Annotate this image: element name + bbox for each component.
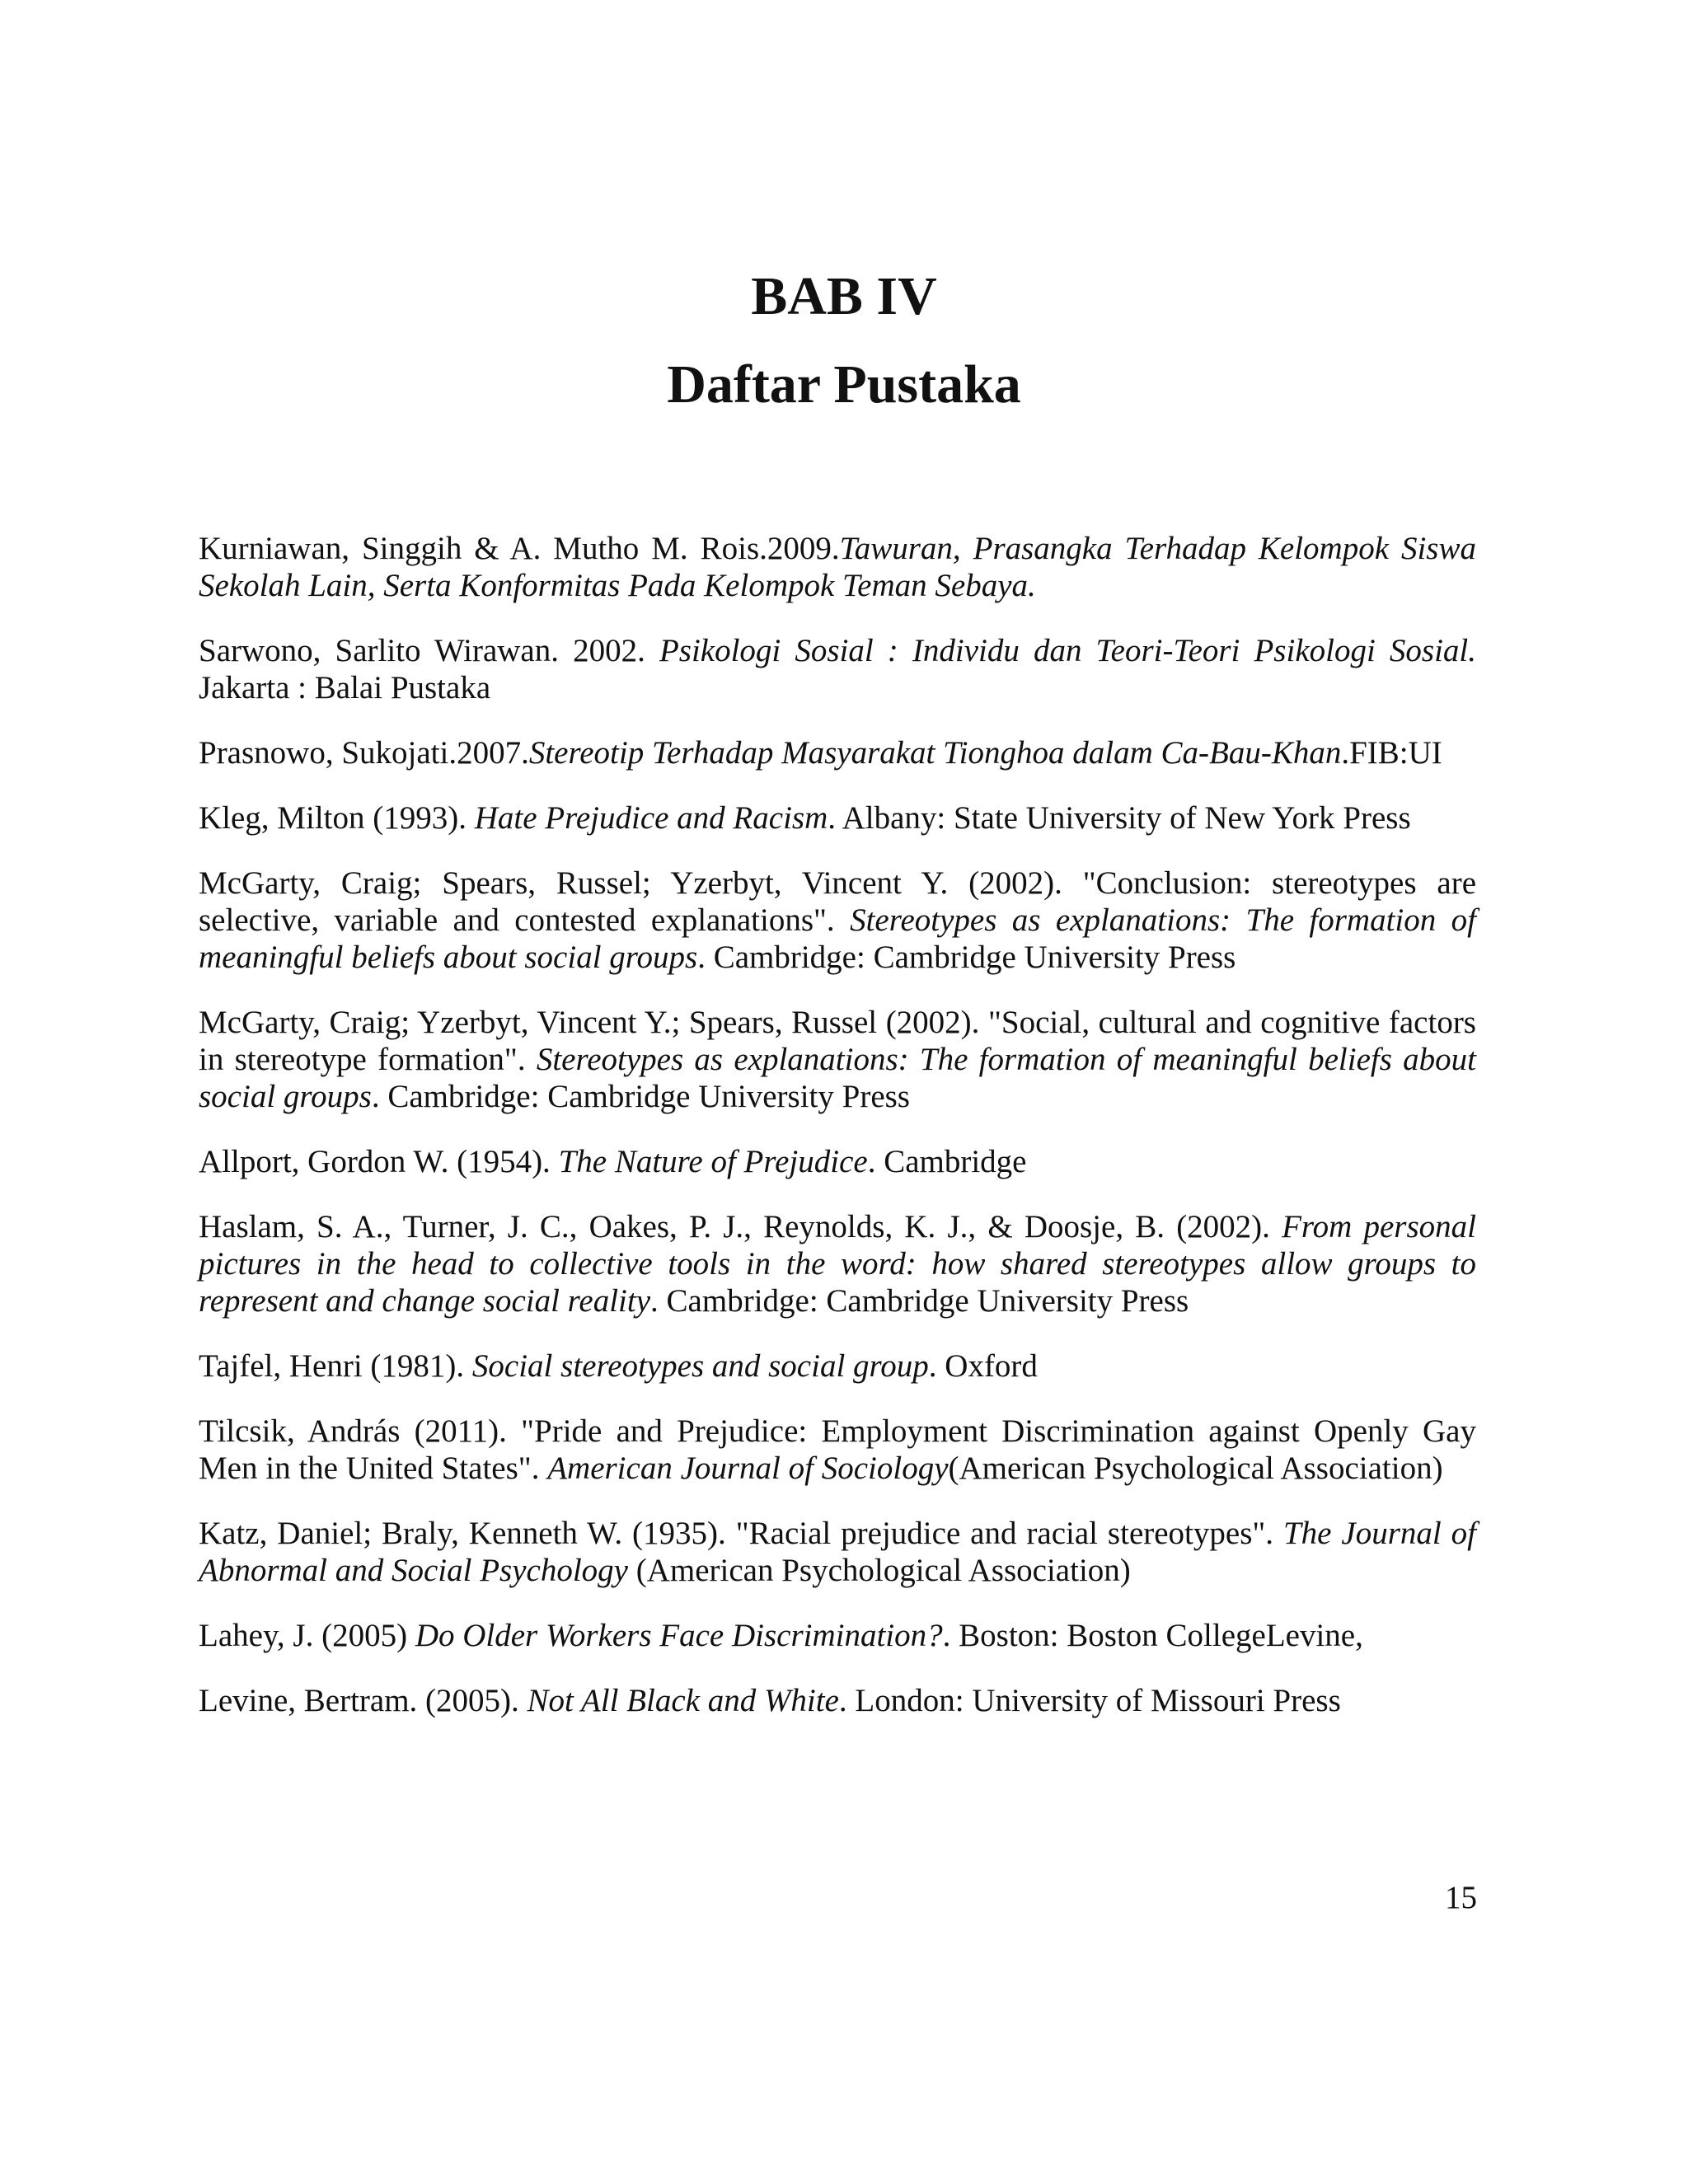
- reference-title: Stereotypes as explanations: The formation of meaningful beliefs about social groups: [199, 1042, 1477, 1114]
- reference-item: [199, 632, 1476, 706]
- reference-title: Stereotip Terhadap Masyarakat Tionghoa dalam Ca-Bau-Khan: [528, 735, 1342, 771]
- reference-text: Katz, Daniel; Braly, Kenneth W. (1935). "Racial prejudice and racial stereotypes".: [199, 1516, 1283, 1551]
- page-number: 15: [1445, 1880, 1477, 1915]
- reference-item: [199, 734, 1476, 771]
- reference-publisher: . Albany: State University of New York Press: [828, 800, 1411, 836]
- reference-text: Haslam, S. A., Turner, J. C., Oakes, P. J., Reynolds, K. J., & Doosje, B. (2002).: [199, 1209, 1282, 1244]
- reference-text: McGarty, Craig; Spears, Russel; Yzerbyt, Vincent Y. (2002). "Conclusion: stereotypes are selective, variable and contested explanations".: [199, 865, 1476, 938]
- reference-item: [199, 1143, 1476, 1180]
- reference-title: American Journal of Sociology: [547, 1451, 949, 1486]
- reference-publisher: . Cambridge: [867, 1144, 1027, 1179]
- chapter-title: Daftar Pustaka: [667, 354, 1021, 415]
- reference-item: [199, 1682, 1476, 1719]
- reference-item: [199, 1347, 1476, 1385]
- reference-item: [199, 1004, 1476, 1115]
- reference-publisher: . Cambridge: Cambridge University Press: [650, 1283, 1189, 1319]
- reference-title: Social stereotypes and social group: [471, 1348, 929, 1384]
- reference-title: Hate Prejudice and Racism: [474, 800, 828, 836]
- reference-title: Stereotypes as explanations: The formation of meaningful beliefs about social groups: [199, 902, 1476, 975]
- reference-item: [199, 1515, 1476, 1589]
- reference-item: [199, 1208, 1476, 1319]
- reference-text: Levine, Bertram. (2005).: [199, 1683, 528, 1718]
- reference-text: Prasnowo, Sukojati.2007.: [199, 735, 529, 771]
- reference-title: Do Older Workers Face Discrimination?: [415, 1618, 943, 1653]
- reference-publisher: . Cambridge: Cambridge University Press: [697, 940, 1236, 975]
- reference-publisher: . Cambridge: Cambridge University Press: [371, 1079, 910, 1114]
- reference-item: [199, 1413, 1476, 1487]
- reference-publisher: (American Psychological Association): [948, 1451, 1443, 1486]
- reference-text: McGarty, Craig; Yzerbyt, Vincent Y.; Spears, Russel (2002). "Social, cultural and cognitive factors in stereotype formation".: [199, 1005, 1476, 1077]
- reference-publisher: . Oxford: [928, 1348, 1038, 1384]
- reference-text: Kurniawan, Singgih & A. Mutho M. Rois.2009.: [199, 531, 840, 566]
- reference-text: Sarwono, Sarlito Wirawan. 2002.: [199, 633, 659, 668]
- reference-text: Allport, Gordon W. (1954).: [199, 1144, 559, 1179]
- reference-publisher: . London: University of Missouri Press: [838, 1683, 1341, 1718]
- reference-publisher: (American Psychological Association): [628, 1553, 1131, 1588]
- reference-text: Tajfel, Henri (1981).: [199, 1348, 472, 1384]
- reference-title: Tawuran, Prasangka Terhadap Kelompok Siswa Sekolah Lain, Serta Konformitas Pada Kelompok Teman Sebaya.: [199, 531, 1476, 603]
- chapter-number: BAB IV: [751, 266, 937, 326]
- reference-text: Kleg, Milton (1993).: [199, 800, 475, 836]
- reference-item: [199, 1617, 1476, 1654]
- reference-list: [199, 530, 1476, 1747]
- reference-publisher: Jakarta : Balai Pustaka: [199, 670, 491, 705]
- reference-title: Not All Black and White: [527, 1683, 839, 1718]
- reference-text: Lahey, J. (2005): [199, 1618, 415, 1653]
- reference-item: [199, 799, 1476, 837]
- reference-title: The Nature of Prejudice: [558, 1144, 868, 1179]
- reference-item: [199, 530, 1476, 604]
- reference-title: From personal pictures in the head to collective tools in the word: how shared stereotypes allow groups to represent and change social reality: [199, 1209, 1476, 1319]
- reference-title: The Journal of Abnormal and Social Psychology: [199, 1516, 1476, 1588]
- reference-item: [199, 865, 1476, 976]
- reference-title: Psikologi Sosial : Individu dan Teori-Teori Psikologi Sosial.: [659, 633, 1477, 668]
- reference-publisher: .FIB:UI: [1341, 735, 1442, 771]
- reference-text: Tilcsik, András (2011). "Pride and Prejudice: Employment Discrimination against Openly Gay Men in the United States".: [199, 1413, 1476, 1486]
- reference-publisher: . Boston: Boston CollegeLevine,: [942, 1618, 1363, 1653]
